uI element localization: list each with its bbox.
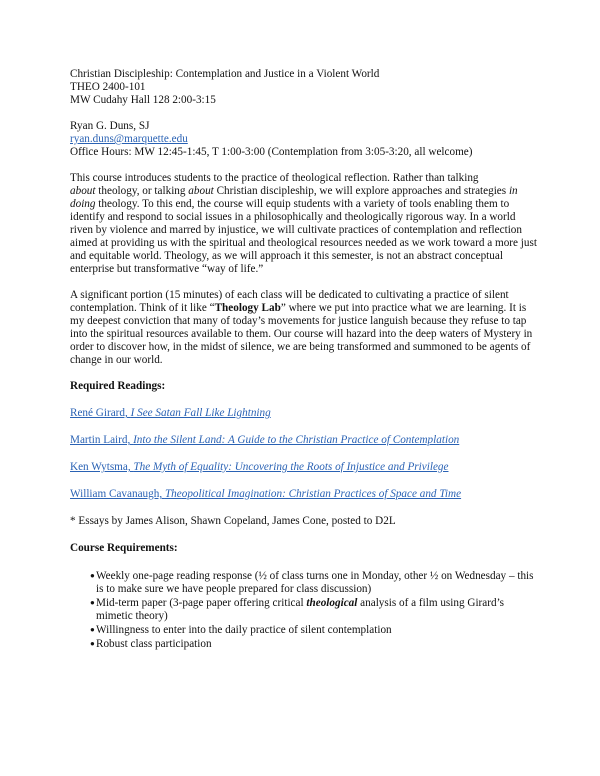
reading-item[interactable] [70, 488, 540, 501]
theology-lab-paragraph: A significant portion (15 minutes) of each class will be dedicated to cultivating a practice of silent contemplation. Think of it like “Theology Lab” where we put into practice what we are learning. It is my deepest conviction that many of today’s movements for justice languish because they refuse to tap into the spiritual resources available to them. Our course will hazard into the deep waters of Mystery in order to discover how, in the midst of silence, we are being transformed and summoned to be agents of change in our world. [70, 289, 533, 366]
instructor-info [70, 120, 540, 159]
office-hours: Office Hours: MW 12:45-1:45, T 1:00-3:00 (Contemplation from 3:05-3:20, all welcome) [70, 146, 473, 158]
reading-item[interactable] [70, 434, 540, 447]
reading-link-wytsma[interactable]: Ken Wytsma, The Myth of Equality: Uncovering the Roots of Injustice and Privilege [70, 461, 449, 473]
requirements-heading: Course Requirements: [70, 542, 178, 554]
readings-heading: Required Readings: [70, 380, 166, 392]
bullet-icon: ● [90, 571, 95, 580]
course-code: THEO 2400-101 [70, 81, 146, 93]
syllabus-page [70, 68, 540, 651]
list-item: ●Weekly one-page reading response (½ of class turns one in Monday, other ½ on Wednesday – this is to make sure we have people prepared for class discussion) [90, 570, 534, 595]
instructor-email-link[interactable]: ryan.duns@marquette.edu [70, 133, 188, 145]
essays-note: * Essays by James Alison, Shawn Copeland, James Cone, posted to D2L [70, 515, 396, 527]
reading-link-laird[interactable]: Martin Laird, Into the Silent Land: A Guide to the Christian Practice of Contemplation [70, 434, 460, 446]
requirements-list [70, 569, 540, 651]
list-item: ●Willingness to enter into the daily practice of silent contemplation [90, 624, 392, 636]
reading-item[interactable] [70, 461, 540, 474]
theology-lab-term: Theology Lab [214, 302, 281, 314]
reading-item[interactable] [70, 407, 540, 420]
course-schedule: MW Cudahy Hall 128 2:00-3:15 [70, 94, 216, 106]
list-item: ●Mid-term paper (3-page paper offering critical theological analysis of a film using Girard’s mimetic theory) [90, 597, 505, 622]
instructor-name: Ryan G. Duns, SJ [70, 120, 150, 132]
reading-link-girard[interactable]: René Girard, I See Satan Fall Like Lightning [70, 407, 271, 419]
bullet-icon: ● [90, 639, 95, 648]
list-item: ●Robust class participation [90, 638, 212, 650]
bullet-icon: ● [90, 598, 95, 607]
course-header [70, 68, 540, 107]
reading-link-cavanaugh[interactable]: William Cavanaugh, Theopolitical Imagination: Christian Practices of Space and Time [70, 488, 462, 500]
intro-paragraph: This course introduces students to the practice of theological reflection. Rather than talking about theology, or talking about Christian discipleship, we will explore approaches and strategies in doing theology. To this end, the course will equip students with a variety of tools enabling them to identify and respond to social issues in a philosophically and theologically rigorous way. In a world riven by violence and marred by injustice, we will cultivate practices of contemplation and reflection aimed at providing us with the spiritual and theological resources needed as we work toward a more just and equitable world. Theology, as we will approach it this semester, is not an abstract conceptual enterprise but transformative “way of life.” [70, 172, 537, 275]
bullet-icon: ● [90, 625, 95, 634]
course-title: Christian Discipleship: Contemplation and Justice in a Violent World [70, 68, 380, 80]
